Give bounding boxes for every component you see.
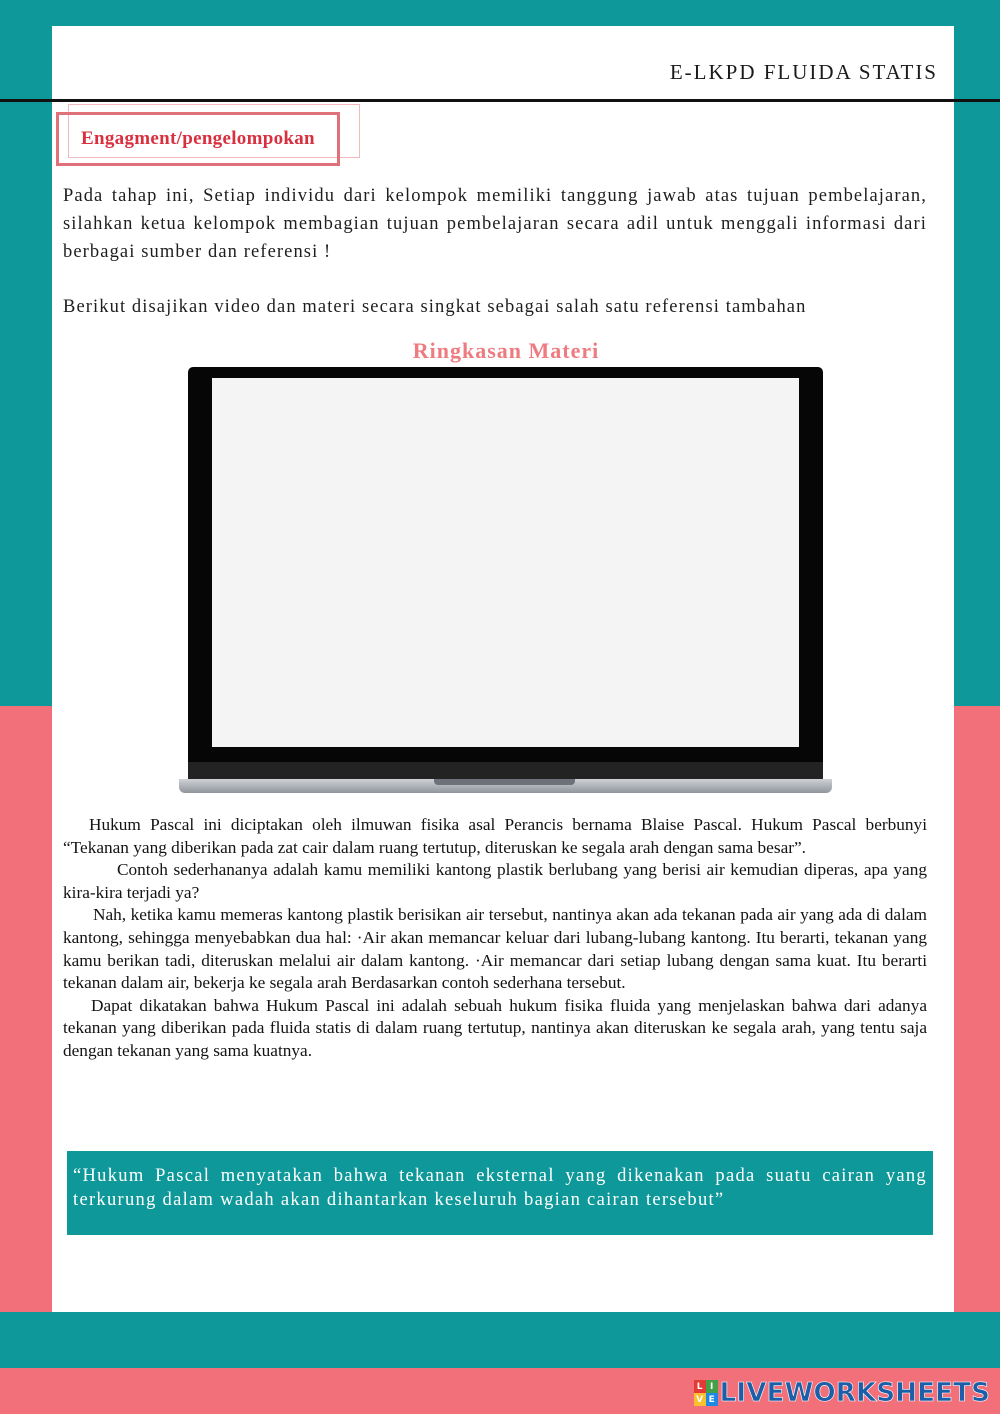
material-text	[63, 814, 927, 1063]
logo-letter: L	[694, 1380, 706, 1393]
header-divider	[0, 99, 1000, 102]
material-paragraph: Nah, ketika kamu memeras kantong plastik berisikan air tersebut, nantinya akan ada tekanan pada air yang ada di dalam kantong, sehingga menyebabkan dua hal: ·Air akan memancar keluar dari lubang-lubang kantong. Itu berarti, tekanan yang kamu berikan tadi, diteruskan melalui air dalam kantong. ·Air memancar dari setiap lubang dengan sama kuat. Itu berarti tekanan dalam air, bekerja ke segala arah Berdasarkan contoh sederhana tersebut.	[63, 905, 927, 993]
quote-box	[67, 1151, 933, 1235]
logo-letter: V	[694, 1393, 706, 1406]
reference-line: Berikut disajikan video dan materi secara singkat sebagai salah satu referensi tambahan	[63, 297, 807, 317]
liveworksheets-logo-icon	[694, 1380, 718, 1406]
laptop-notch	[434, 779, 575, 785]
logo-letter: I	[706, 1380, 718, 1393]
logo-letter: E	[706, 1393, 718, 1406]
video-title: Ringkasan Materi	[412, 338, 600, 363]
background-teal-bottom	[0, 1312, 1000, 1368]
header-title: E-LKPD FLUIDA STATIS	[669, 60, 938, 84]
material-paragraph: Dapat dikatakan bahwa Hukum Pascal ini adalah sebuah hukum fisika fluida yang menjelaskan bahwa dari adanya tekanan yang diberikan pada fluida statis di dalam ruang tertutup, nantinya akan diteruskan ke segala arah, yang tentu saja dengan tekanan yang sama kuatnya.	[63, 995, 927, 1060]
section-tag	[56, 112, 340, 166]
material-paragraph: Contoh sederhananya adalah kamu memiliki kantong plastik berlubang yang berisi air kemudian diperas, apa yang kira-kira terjadi ya?	[63, 860, 927, 902]
section-tag-label: Engagment/pengelompokan	[81, 128, 315, 149]
liveworksheets-brand[interactable]	[694, 1378, 990, 1408]
liveworksheets-wordmark: LIVEWORKSHEETS	[719, 1378, 990, 1408]
quote-text: “Hukum Pascal menyatakan bahwa tekanan eksternal yang dikenakan pada suatu cairan yang terkurung dalam wadah akan dihantarkan keseluruh bagian cairan tersebut”	[73, 1166, 927, 1210]
intro-paragraph: Pada tahap ini, Setiap individu dari kelompok memiliki tanggung jawab atas tujuan pembelajaran, silahkan ketua kelompok membagian tujuan pembelajaran secara adil untuk menggali informasi dari berbagai sumber dan referensi !	[63, 186, 927, 262]
laptop-chin	[188, 762, 823, 780]
material-paragraph: Hukum Pascal ini diciptakan oleh ilmuwan fisika asal Perancis bernama Blaise Pascal. Hukum Pascal berbunyi “Tekanan yang diberikan pada zat cair dalam ruang tertutup, diteruskan ke segala arah dengan sama besar”.	[63, 815, 927, 857]
video-player-screen[interactable]	[212, 378, 799, 747]
